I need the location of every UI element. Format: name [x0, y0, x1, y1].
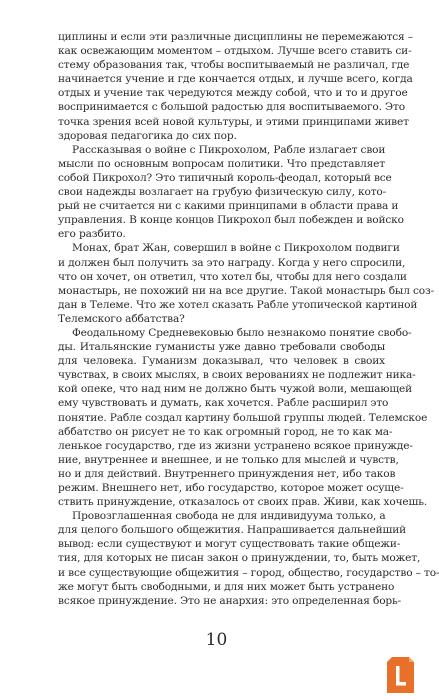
text-line: отдых и учение так чередуются между собой, что и то и другое: [58, 87, 408, 100]
text-line: кой опеке, что над ним не должно быть чужой воли, мешающей: [58, 383, 413, 396]
text-line: для целого большого общежития. Напрашивается дальнейший: [58, 524, 407, 537]
text-line: ды. Итальянские гуманисты уже давно требовали свободы: [58, 341, 385, 354]
text-line: что он хочет, он ответил, что хотел бы, чтобы для него создали: [58, 270, 407, 283]
litres-logo-icon: [387, 657, 414, 693]
text-line: рый не считается ни с какими принципами в области права и: [58, 200, 399, 213]
text-line: монастырь, не похожий ни на все другие. Такой монастырь был соз-: [58, 284, 435, 297]
text-line: ние, внутреннее и внешнее, и не только для мыслей и чувств,: [58, 453, 399, 466]
text-line: для человека. Гуманизм доказывал, что человек в своих: [58, 355, 385, 368]
text-line: ленькое государство, где из жизни устранено всякое принужде-: [58, 439, 413, 452]
text-line: всякое принуждение. Это не анархия: это определенная борь-: [58, 594, 402, 607]
text-line: ствить принуждение, отказалось от своих прав. Живи, как хочешь.: [58, 496, 428, 509]
text-line: Феодальному Средневековью было незнакомо понятие свобо-: [72, 326, 412, 339]
text-line: понятие. Рабле создал картину большой группы людей. Телемское: [58, 411, 428, 424]
text-line: управления. В конце концов Пикрохол был побежден и войско: [58, 214, 404, 227]
text-line: свои надежды возлагает на грубую физическую силу, кото-: [58, 186, 387, 199]
text-line: Провозглашенная свобода не для индивидуума только, а: [72, 510, 386, 523]
text-line: Рассказывая о войне с Пикрохолом, Рабле излагает свои: [72, 143, 386, 156]
text-line: здоровая педагогика до сих пор.: [58, 129, 237, 142]
text-line: точка зрения всей новой культуры, и этими принципами живет: [58, 115, 409, 128]
text-line: собой Пикрохол? Это типичный король-феодал, который все: [58, 171, 392, 184]
text-line: и все существующие общежития – город, общество, государство – то-: [58, 566, 439, 579]
text-line: чувствах, в своих мыслях, в своих верованиях не подлежит ника-: [58, 369, 416, 382]
text-line: тия, для которых не писан закон о принуждении, то, быть может,: [58, 552, 421, 565]
text-line: вывод: если существуют и могут существовать такие общежи-: [58, 538, 401, 551]
text-line: его разбито.: [58, 228, 126, 241]
text-line: Телемского аббатства?: [58, 312, 185, 325]
text-line: и должен был получить за это награду. Когда у него спросили,: [58, 256, 406, 269]
text-line: аббатство он рисует не то как огромный город, не то как ма-: [58, 425, 393, 438]
page-number: 10: [205, 630, 228, 650]
text-line: же могут быть свободными, и для них может быть устранено: [58, 580, 395, 593]
text-line: ему чувствовать и думать, как хочется. Рабле расширил это: [58, 397, 389, 410]
text-line: мысли по основным вопросам политики. Что представляет: [58, 157, 385, 170]
text-line: но и для действий. Внутреннего принуждения нет, ибо таков: [58, 467, 396, 480]
text-line: циплины и если эти различные дисциплины не перемежаются –: [58, 31, 413, 43]
text-line: начинается учение и где кончается отдых, и лучше всего, когда: [58, 73, 413, 86]
text-line: Монах, брат Жан, совершил в войне с Пикрохолом подвиги: [72, 242, 400, 255]
text-line: режим. Внешнего нет, ибо государство, которое может осуще-: [58, 482, 404, 494]
text-line: воспринимается с большой радостью для воспитываемого. Это: [58, 101, 405, 114]
text-line: стему образования так, чтобы воспитываемый не различал, где: [58, 59, 410, 72]
text-line: дан в Телеме. Что же хотел сказать Рабле утопической картиной: [58, 298, 418, 311]
text-line: как освежающим моментом – отдыхом. Лучше всего ставить си-: [58, 45, 412, 58]
body-text: [58, 30, 439, 608]
